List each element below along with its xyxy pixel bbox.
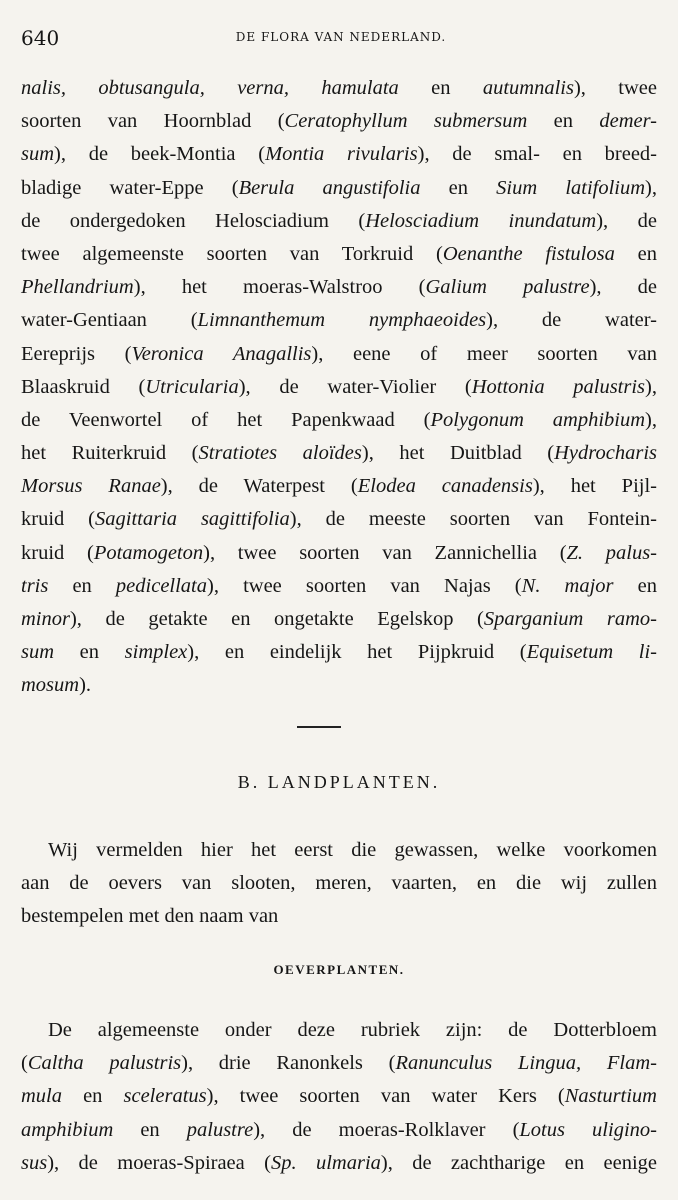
latin-name-text: palustre xyxy=(186,1118,254,1141)
text-line xyxy=(21,338,657,371)
latin-name-text: sus xyxy=(21,1151,48,1174)
text-line xyxy=(21,867,657,900)
text-run: ), twee soorten van Najas ( xyxy=(207,574,522,597)
page-number: 640 xyxy=(21,26,60,50)
text-line xyxy=(21,1114,657,1147)
text-run: bestempelen met den naam van xyxy=(21,905,279,928)
text-line xyxy=(21,238,657,271)
text-run: ), de Waterpest ( xyxy=(160,475,358,498)
text-line xyxy=(21,537,657,570)
text-run: De algemeenste onder deze rubriek zijn: de Dotterbloem xyxy=(48,1019,657,1041)
text-run: ), het Duitblad ( xyxy=(361,442,555,465)
text-line xyxy=(21,205,657,238)
running-head: DE FLORA VAN NEDERLAND. xyxy=(235,30,447,44)
text-line xyxy=(21,470,657,503)
text-line xyxy=(21,1047,657,1080)
text-run: ), het Pijl- xyxy=(532,475,657,498)
latin-name-text: Equisetum li- xyxy=(526,641,658,664)
text-run: en xyxy=(420,176,497,199)
text-line xyxy=(21,1014,657,1047)
latin-name-text: mosum xyxy=(21,674,80,697)
text-run: de ondergedoken Helosciadium ( xyxy=(21,209,366,232)
text-run: ), de water- xyxy=(486,309,657,332)
latin-name-text: minor xyxy=(21,608,70,630)
text-run: bladige water-Eppe ( xyxy=(21,176,239,199)
text-run: ), de getakte en ongetakte Egelskop ( xyxy=(69,608,484,630)
text-line xyxy=(21,138,657,171)
latin-name-text: nalis, obtusangula, verna, hamulata xyxy=(21,77,399,99)
text-line xyxy=(21,1147,657,1180)
latin-name-text: Z. palus- xyxy=(566,541,658,564)
body-paragraph-1 xyxy=(21,72,657,703)
text-run: Blaaskruid ( xyxy=(21,375,146,398)
text-run: ), en eindelijk het Pijpkruid ( xyxy=(187,641,527,664)
text-run: aan de oevers van slooten, meren, vaarten, en die wij zullen xyxy=(21,872,657,895)
latin-name-text: simplex xyxy=(124,641,188,664)
text-line xyxy=(21,172,657,205)
latin-name-text: Sium latifolium xyxy=(496,176,646,199)
text-run: ). xyxy=(79,674,92,697)
text-line xyxy=(21,404,657,437)
latin-name-text: Morsus Ranae xyxy=(21,475,161,498)
latin-name-text: Berula angustifolia xyxy=(238,176,421,199)
latin-name-text: Stratiotes aloïdes xyxy=(198,442,362,465)
latin-name-text: Limnanthemum nymphaeoides xyxy=(197,309,487,332)
latin-name-text: mula xyxy=(21,1085,62,1108)
text-run: en xyxy=(613,574,657,597)
latin-name-text: Galium palustre xyxy=(425,276,590,299)
page-header xyxy=(21,26,661,50)
text-line xyxy=(21,271,657,304)
latin-name-text: demer- xyxy=(599,110,657,133)
text-run: ), xyxy=(645,176,657,199)
latin-name-text: Phellandrium xyxy=(21,276,134,299)
text-line xyxy=(21,72,657,105)
latin-name-text: autumnalis xyxy=(482,77,574,99)
text-run: ), de water-Violier ( xyxy=(238,375,472,398)
latin-name-text: Hottonia palustris xyxy=(471,375,646,398)
text-run: ), de beek-Montia ( xyxy=(54,143,266,166)
text-line xyxy=(21,570,657,603)
text-run: ), de meeste soorten van Fontein- xyxy=(289,508,657,531)
body-paragraph-2 xyxy=(21,834,657,934)
text-line xyxy=(21,437,657,470)
text-line xyxy=(21,636,657,669)
latin-name-text: tris xyxy=(21,574,49,597)
text-run: ( xyxy=(21,1052,28,1075)
body-paragraph-3 xyxy=(21,1014,657,1180)
text-run: twee algemeenste soorten van Torkruid ( xyxy=(21,242,443,265)
text-run: water-Gentiaan ( xyxy=(21,309,198,332)
text-run: Eereprijs ( xyxy=(21,342,132,365)
text-run: ), xyxy=(645,375,657,398)
latin-name-text: Caltha palustris xyxy=(27,1052,182,1075)
text-line xyxy=(21,900,657,933)
latin-name-text: Veronica Anagallis xyxy=(131,342,312,365)
latin-name-text: Elodea canadensis xyxy=(357,475,533,498)
text-run: en xyxy=(614,242,658,265)
text-run: soorten van Hoornblad ( xyxy=(21,110,285,133)
text-run: en xyxy=(398,77,483,99)
text-run: ), de moeras-Spiraea ( xyxy=(47,1151,271,1174)
text-run: kruid ( xyxy=(21,541,94,564)
text-run: ), de xyxy=(589,276,657,299)
text-line xyxy=(21,834,657,867)
latin-name-text: sum xyxy=(21,641,55,664)
section-divider-rule xyxy=(297,726,341,728)
text-run: ), twee soorten van water Kers ( xyxy=(206,1085,565,1108)
text-run: en xyxy=(48,574,116,597)
text-run: en xyxy=(62,1085,124,1108)
section-heading: B. LANDPLANTEN. xyxy=(237,772,441,792)
text-run: ), de xyxy=(596,209,657,232)
text-run: ), de zachtharige en eenige xyxy=(380,1151,657,1174)
text-run: het Ruiterkruid ( xyxy=(21,442,199,465)
text-line xyxy=(21,304,657,337)
latin-name-text: Nasturtium xyxy=(564,1085,657,1108)
latin-name-text: Utricularia xyxy=(145,375,239,398)
text-run: de Veenwortel of het Papenkwaad ( xyxy=(21,408,431,431)
latin-name-text: pedicellata xyxy=(115,574,208,597)
text-run: ), twee soorten van Zannichellia ( xyxy=(203,541,567,564)
latin-name-text: Potamogeton xyxy=(93,541,204,564)
latin-name-text: Lotus uligino- xyxy=(519,1118,657,1141)
text-line xyxy=(21,371,657,404)
text-line xyxy=(21,1080,657,1113)
latin-name-text: Hydrocharis xyxy=(554,442,657,465)
latin-name-text: Sp. ulmaria xyxy=(270,1151,381,1174)
latin-name-text: amphibium xyxy=(21,1118,114,1141)
latin-name-text: sum xyxy=(21,143,55,166)
latin-name-text: Polygonum amphibium xyxy=(430,408,646,431)
text-run: ), het moeras-Walstroo ( xyxy=(133,276,426,299)
text-line xyxy=(21,503,657,536)
text-run: en xyxy=(113,1118,187,1141)
latin-name-text: Sagittaria sagittifolia xyxy=(95,508,290,531)
text-line xyxy=(21,669,657,702)
latin-name-text: N. major xyxy=(521,574,614,597)
text-run: Wij vermelden hier het eerst die gewassen, welke voorkomen xyxy=(48,839,657,861)
sub-heading: OEVERPLANTEN. xyxy=(273,962,405,977)
text-line xyxy=(21,603,657,636)
text-line xyxy=(21,105,657,138)
latin-name-text: sceleratus xyxy=(123,1085,207,1108)
latin-name-text: Montia rivularis xyxy=(265,143,418,166)
text-run: ), de smal- en breed- xyxy=(417,143,658,166)
text-run: ), eene of meer soorten van xyxy=(311,342,658,365)
text-run: kruid ( xyxy=(21,508,96,531)
latin-name-text: Ranunculus Lingua, Flam- xyxy=(395,1052,657,1075)
latin-name-text: Ceratophyllum submersum xyxy=(284,110,528,133)
text-run: en xyxy=(54,641,125,664)
latin-name-text: Helosciadium inundatum xyxy=(365,209,597,232)
text-run: ), twee xyxy=(573,77,657,99)
latin-name-text: Oenanthe fistulosa xyxy=(442,242,615,265)
text-run: ), xyxy=(645,408,657,431)
text-run: en xyxy=(527,110,600,133)
latin-name-text: Sparganium ramo- xyxy=(483,608,657,630)
text-run: ), drie Ranonkels ( xyxy=(181,1052,396,1075)
text-run: ), de moeras-Rolklaver ( xyxy=(253,1118,520,1141)
